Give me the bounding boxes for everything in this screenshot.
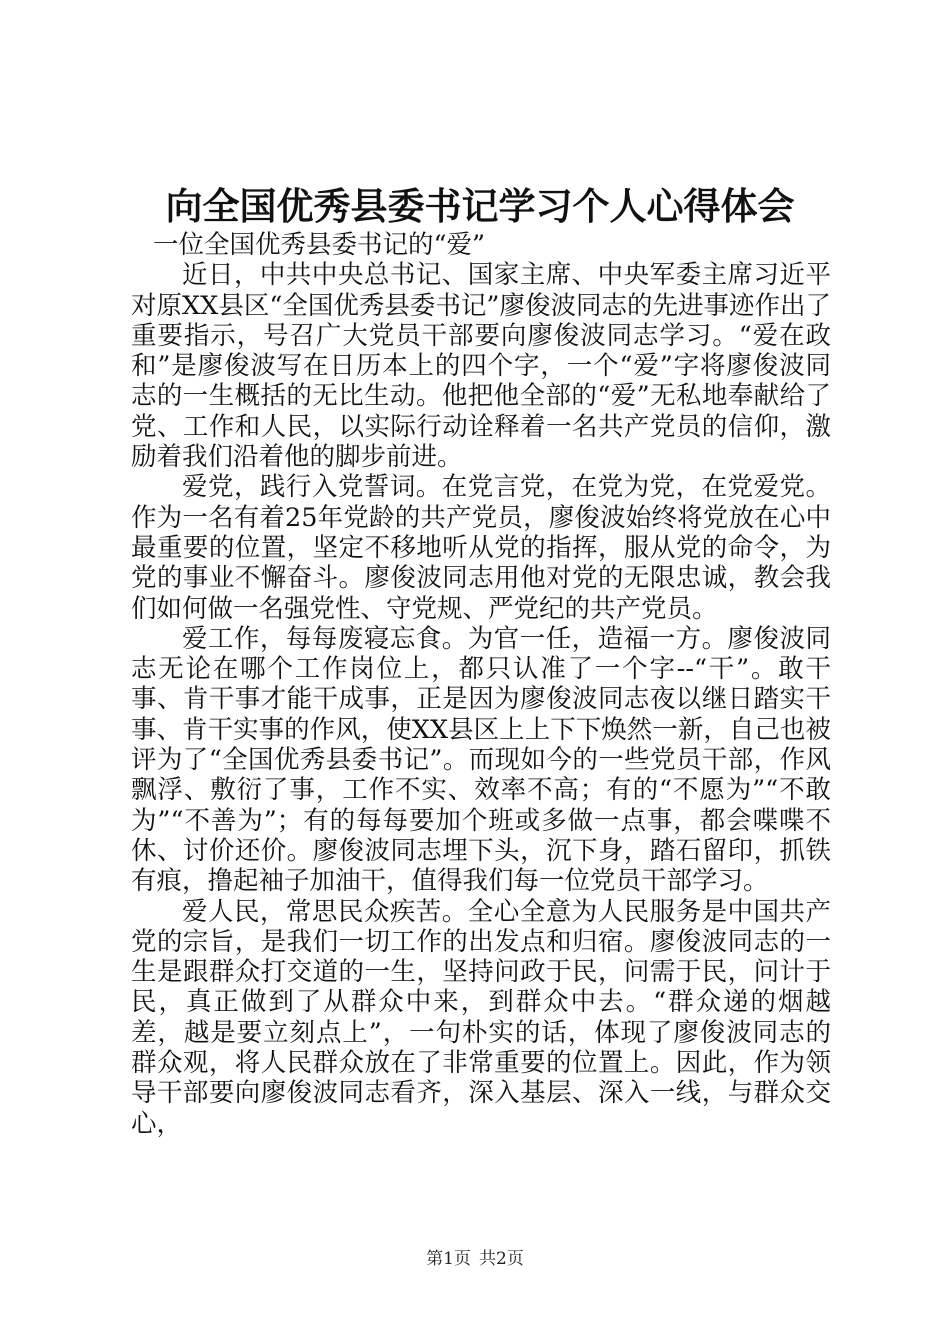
- document-subtitle: [131, 230, 831, 260]
- page-footer: [0, 1244, 950, 1269]
- paragraph-love-work: 爱工作，每每废寝忘食。为官一任，造福一方。廖俊波同志无论在哪个工作岗位上，都只认准了一个字--“干”。敢干事、肯干事才能干成事，正是因为廖俊波同志夜以继日踏实干事、肯干实事的作风，使XX县区上上下下焕然一新，自己也被评为了“全国优秀县委书记”。而现如今的一些党员干部，作风飘浮、敷衍了事，工作不实、效率不高；有的“不愿为”“不敢为”“不善为”；有的每每要加个班或多做一点事，都会喋喋不休、讨价还价。廖俊波同志埋下头，沉下身，踏石留印，抓铁有痕，撸起袖子加油干，值得我们每一位党员干部学习。: [131, 623, 831, 897]
- paragraph-intro: 近日，中共中央总书记、国家主席、中央军委主席习近平对原XX县区“全国优秀县委书记”廖俊波同志的先进事迹作出了重要指示，号召广大党员干部要向廖俊波同志学习。“爱在政和”是廖俊波写在日历本上的四个字，一个“爱”字将廖俊波同志的一生概括的无比生动。他把他全部的“爱”无私地奉献给了党、工作和人民，以实际行动诠释着一名共产党员的信仰，激励着我们沿着他的脚步前进。: [131, 260, 831, 473]
- subtitle-text: 一位全国优秀县委书记的“爱”: [153, 230, 486, 260]
- page-number: 第1页: [426, 1249, 471, 1269]
- page-total: 共2页: [479, 1249, 524, 1269]
- paragraph-love-party: 爱党，践行入党誓词。在党言党，在党为党，在党爱党。作为一名有着25年党龄的共产党员，廖俊波始终将党放在心中最重要的位置，坚定不移地听从党的指挥，服从党的命令，为党的事业不懈奋斗。廖俊波同志用他对党的无限忠诚，教会我们如何做一名强党性、守党规、严党纪的共产党员。: [131, 472, 831, 624]
- document-title: 向全国优秀县委书记学习个人心得体会: [165, 184, 795, 228]
- paragraph-love-people: 爱人民，常思民众疾苦。全心全意为人民服务是中国共产党的宗旨，是我们一切工作的出发点和归宿。廖俊波同志的一生是跟群众打交道的一生，坚持问政于民，问需于民，问计于民，真正做到了从群众中来，到群众中去。“群众递的烟越差，越是要立刻点上”，一句朴实的话，体现了廖俊波同志的群众观，将人民群众放在了非常重要的位置上。因此，作为领导干部要向廖俊波同志看齐，深入基层、深入一线，与群众交心，: [131, 896, 831, 1139]
- document-body: [131, 230, 831, 1139]
